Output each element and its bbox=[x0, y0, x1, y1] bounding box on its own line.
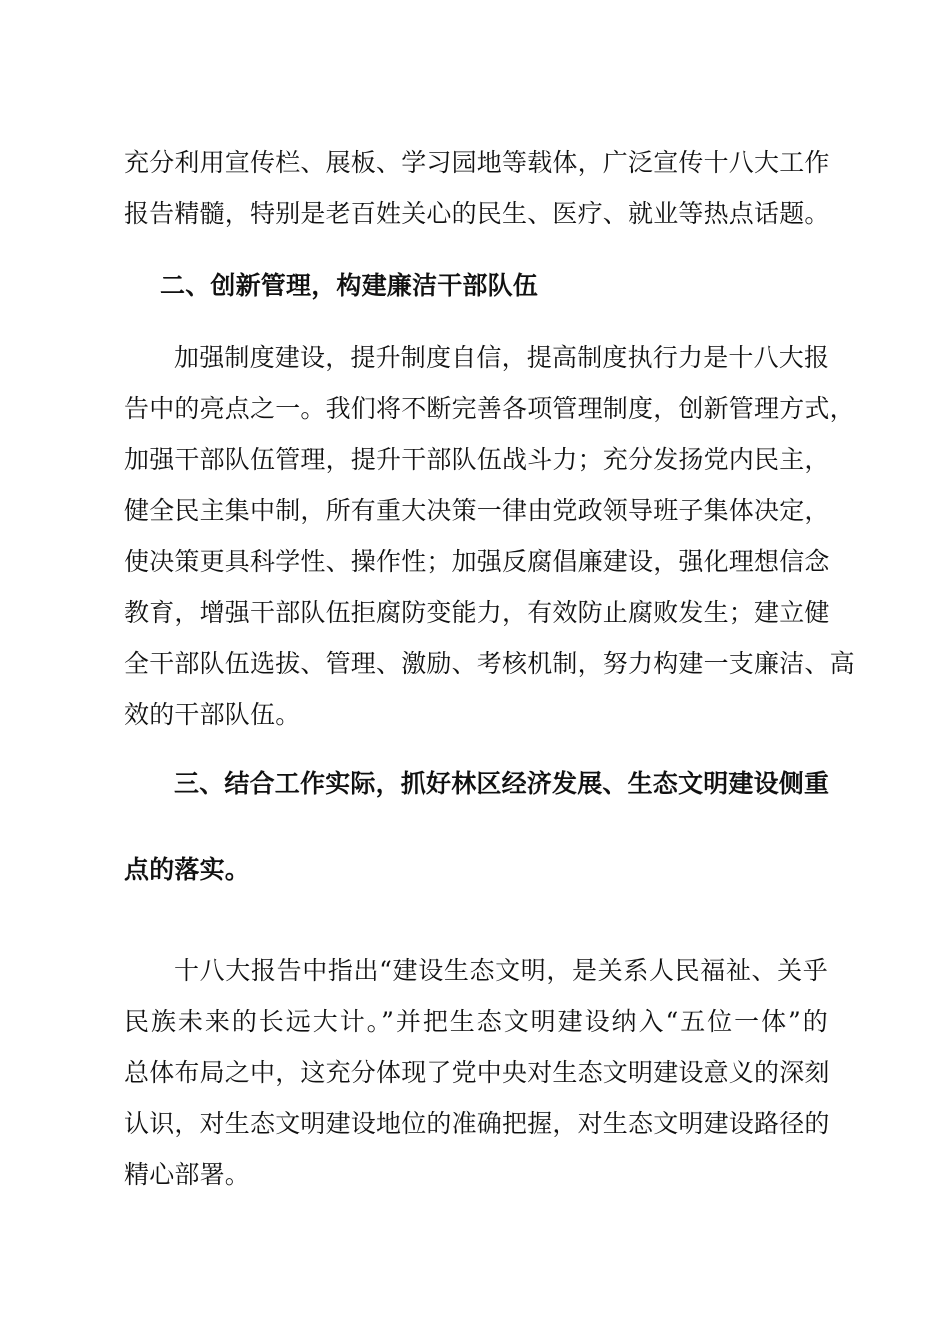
paragraph-line: 总体布局之中，这充分体现了党中央对生态文明建设意义的深刻 bbox=[124, 1058, 830, 1087]
paragraph-line: 告中的亮点之一。我们将不断完善各项管理制度，创新管理方式， bbox=[124, 394, 855, 423]
paragraph-line: 全干部队伍选拔、管理、激励、考核机制，努力构建一支廉洁、高 bbox=[124, 649, 855, 678]
paragraph-line: 十八大报告中指出“建设生态文明，是关系人民福祉、关乎 bbox=[174, 956, 828, 985]
paragraph-line: 充分利用宣传栏、展板、学习园地等载体，广泛宣传十八大工作 bbox=[124, 148, 830, 177]
paragraph-line: 效的干部队伍。 bbox=[124, 700, 301, 729]
paragraph-line: 加强干部队伍管理，提升干部队伍战斗力；充分发扬党内民主， bbox=[124, 445, 830, 474]
paragraph-line: 加强制度建设，提升制度自信，提高制度执行力是十八大报 bbox=[174, 343, 830, 372]
paragraph-line: 认识，对生态文明建设地位的准确把握，对生态文明建设路径的 bbox=[124, 1109, 830, 1138]
paragraph-line: 报告精髓，特别是老百姓关心的民生、医疗、就业等热点话题。 bbox=[124, 199, 830, 228]
section-heading: 二、创新管理，构建廉洁干部队伍 bbox=[160, 271, 539, 300]
paragraph-line: 健全民主集中制，所有重大决策一律由党政领导班子集体决定， bbox=[124, 496, 830, 525]
paragraph-line: 教育，增强干部队伍拒腐防变能力，有效防止腐败发生；建立健 bbox=[124, 598, 830, 627]
paragraph-line: 使决策更具科学性、操作性；加强反腐倡廉建设，强化理想信念 bbox=[124, 547, 830, 576]
section-heading-continuation: 点的落实。 bbox=[124, 855, 251, 884]
paragraph-line: 民族未来的长远大计。”并把生态文明建设纳入“五位一体”的 bbox=[124, 1007, 828, 1036]
section-heading: 三、结合工作实际，抓好林区经济发展、生态文明建设侧重 bbox=[174, 769, 830, 798]
paragraph-line: 精心部署。 bbox=[124, 1160, 251, 1189]
